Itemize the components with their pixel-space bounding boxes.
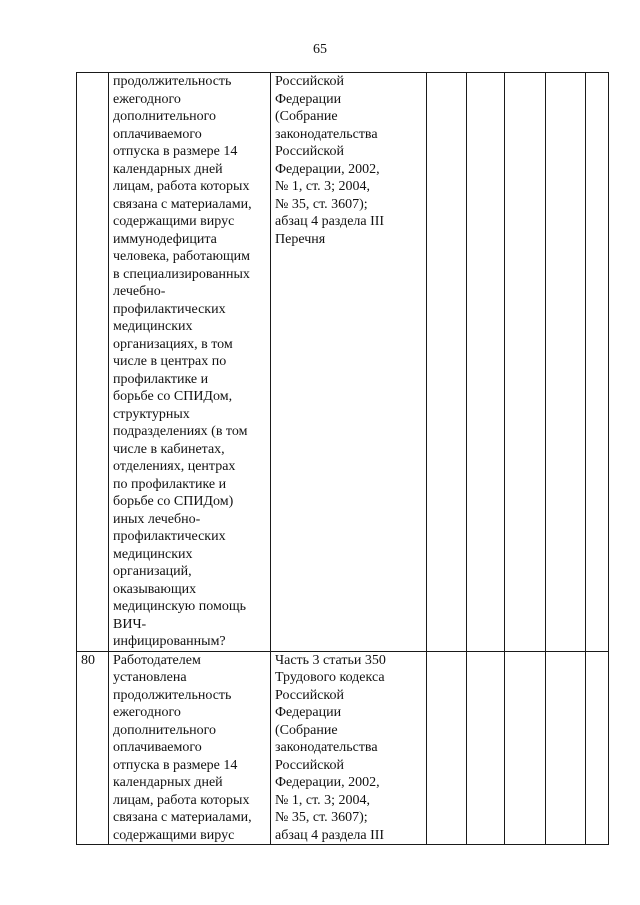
- answer-not-applicable-cell: [505, 73, 546, 652]
- row-number-cell: 80: [77, 651, 109, 845]
- answer-yes-cell: [427, 73, 467, 652]
- answer-yes-cell: [427, 651, 467, 845]
- requirement-cell: продолжительность ежегодного дополнительного оплачиваемого отпуска в размере 14 календарных дней лицам, работа которых связана с материалами, содержащими вирус иммунодефицита человека, работающим в специализированных лечебно- профилактических медицинских организациях, в том числе в центрах по профилактике и борьбе со СПИДом, структурных подразделениях (в том числе в кабинетах, отделениях, центрах по профилактике и борьбе со СПИДом) иных лечебно- профилактических медицинских организаций, оказывающих медицинскую помощь ВИЧ- инфицированным?: [109, 73, 271, 652]
- answer-no-cell: [467, 73, 505, 652]
- notes-cell: [546, 73, 586, 652]
- table-row: [77, 651, 609, 845]
- legal-basis-cell: Часть 3 статьи 350 Трудового кодекса Российской Федерации (Собрание законодательства Российской Федерации, 2002, № 1, ст. 3; 2004, № 35, ст. 3607); абзац 4 раздела III: [271, 651, 427, 845]
- row-number-cell: [77, 73, 109, 652]
- answer-not-applicable-cell: [505, 651, 546, 845]
- page-number: 65: [313, 42, 327, 57]
- extra-cell: [586, 651, 609, 845]
- legal-basis-cell: Российской Федерации (Собрание законодательства Российской Федерации, 2002, № 1, ст. 3; 2004, № 35, ст. 3607); абзац 4 раздела III Перечня: [271, 73, 427, 652]
- answer-no-cell: [467, 651, 505, 845]
- extra-cell: [586, 73, 609, 652]
- notes-cell: [546, 651, 586, 845]
- checklist-table: [76, 72, 609, 845]
- requirement-cell: Работодателем установлена продолжительность ежегодного дополнительного оплачиваемого отпуска в размере 14 календарных дней лицам, работа которых связана с материалами, содержащими вирус: [109, 651, 271, 845]
- table-row: [77, 73, 609, 652]
